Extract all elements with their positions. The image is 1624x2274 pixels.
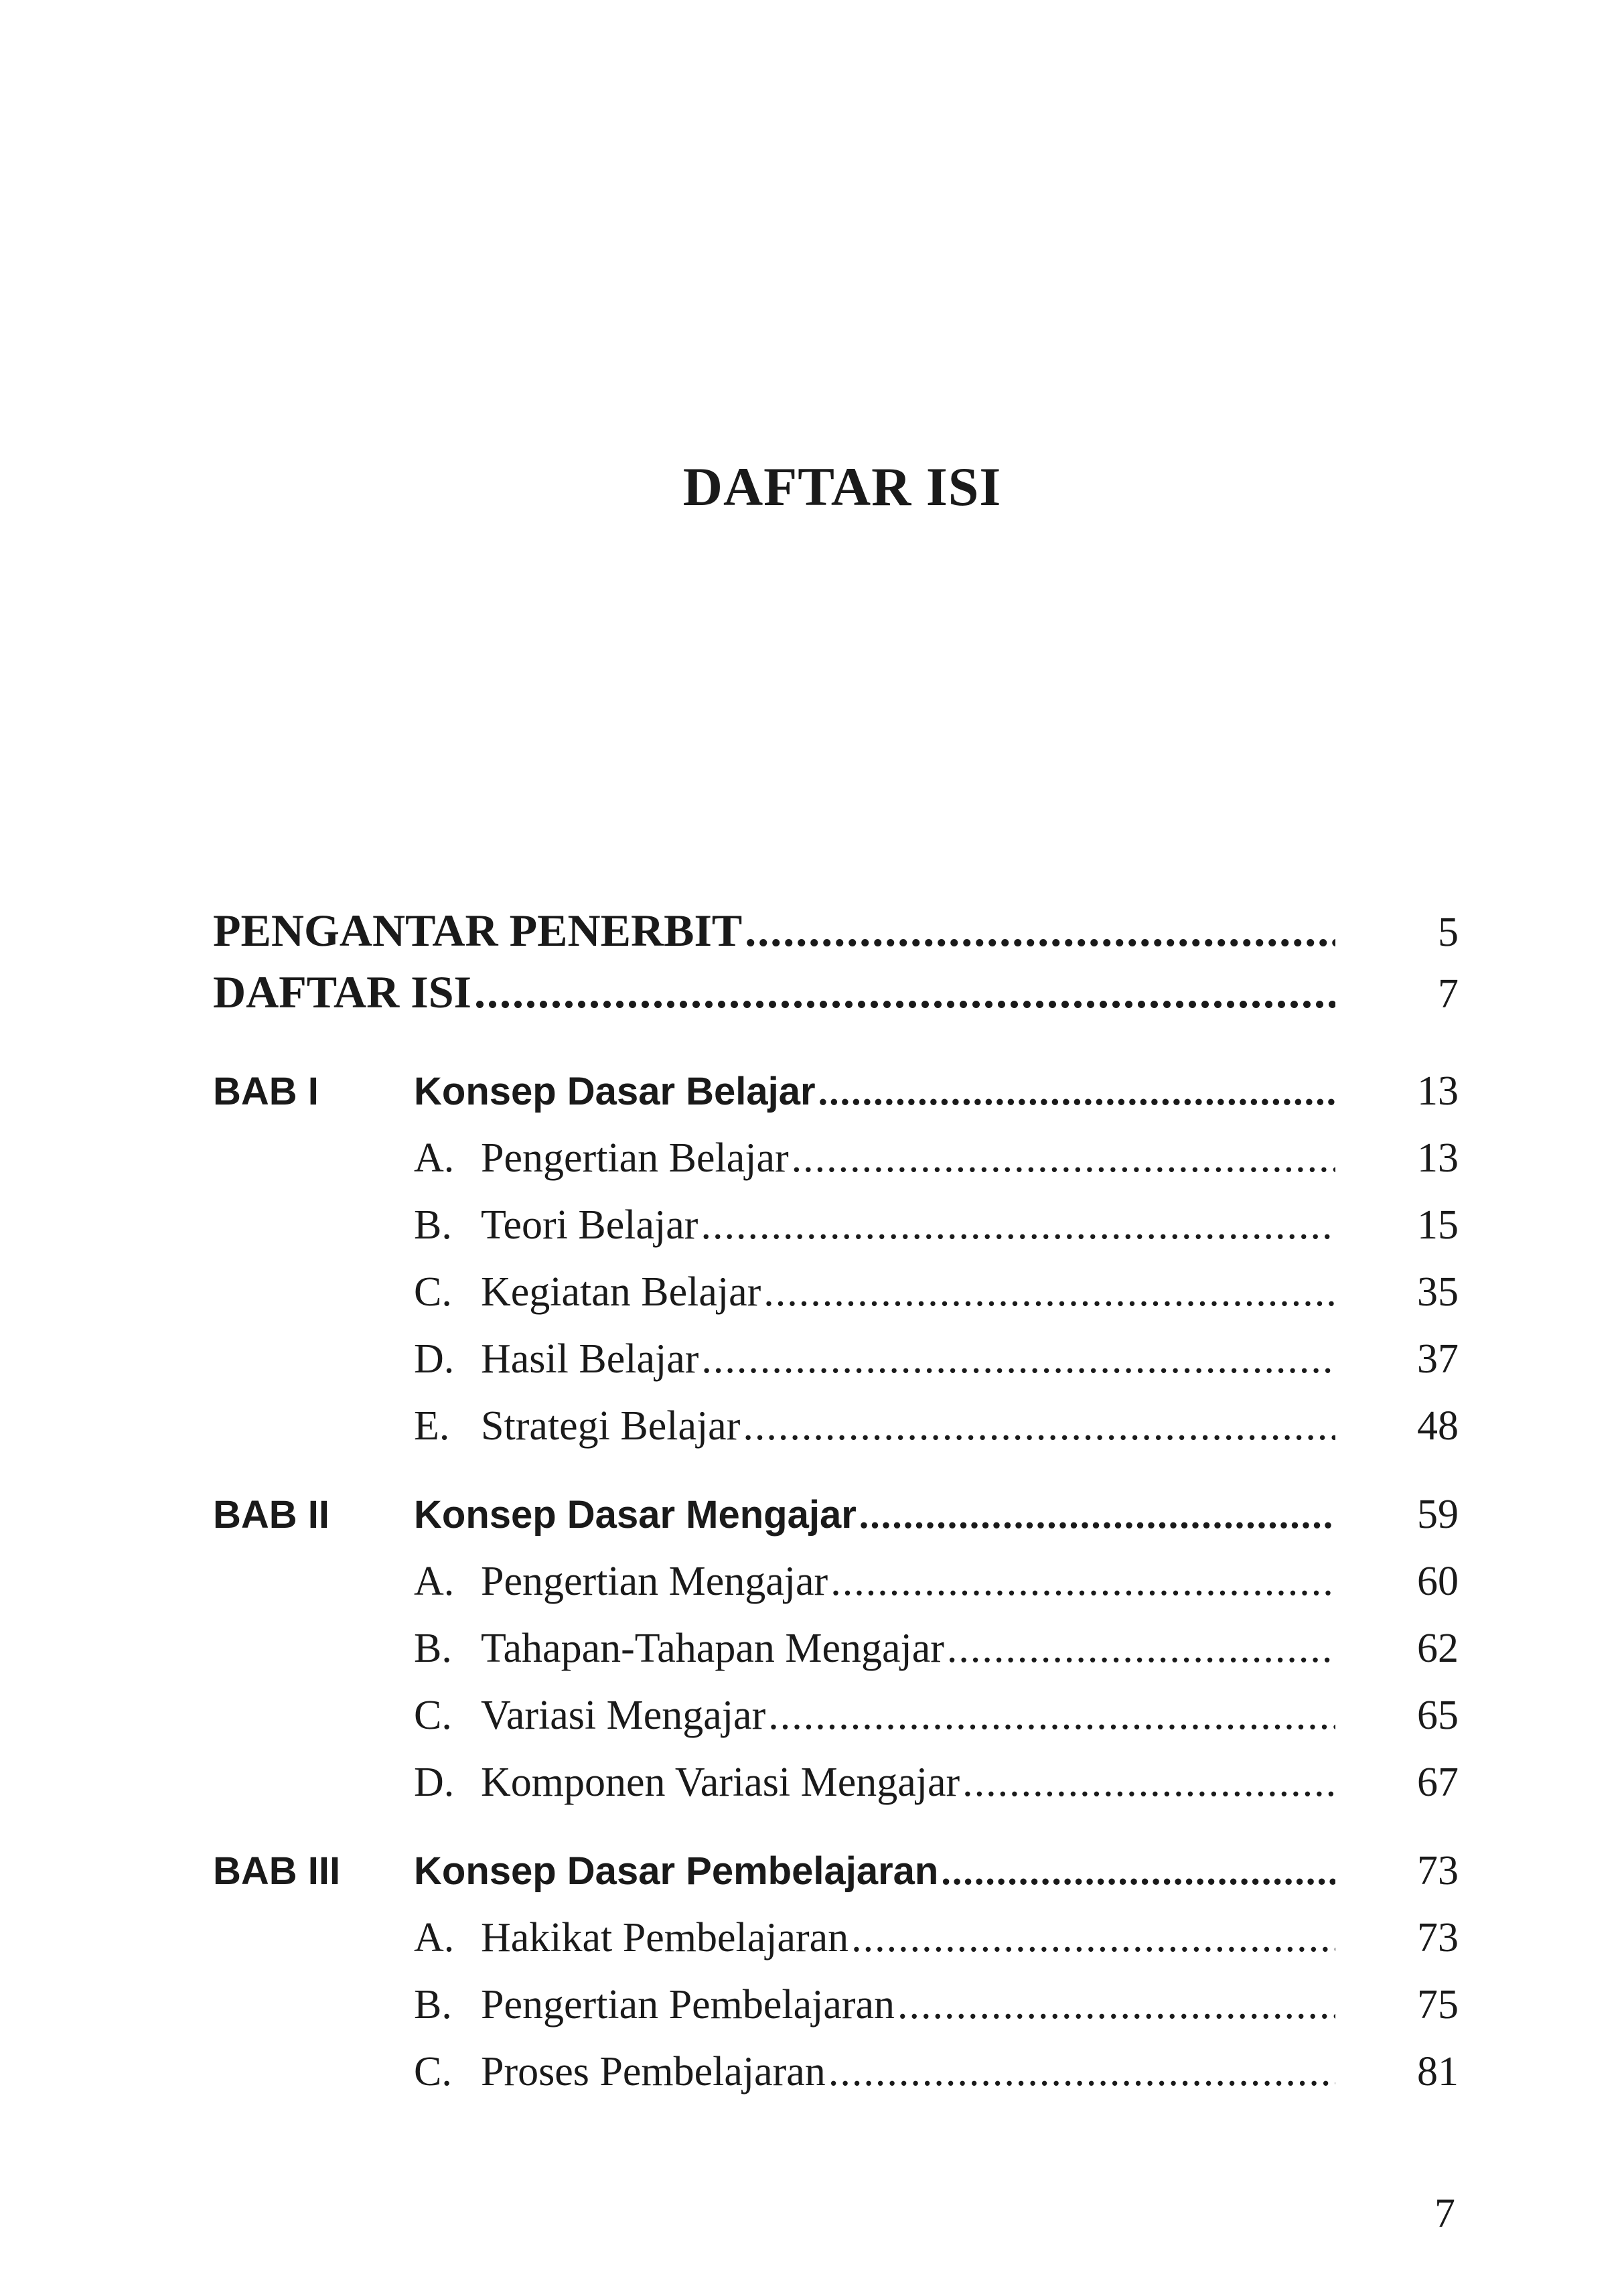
toc-page-number: 7 xyxy=(1438,971,1459,1017)
dot-leader xyxy=(818,1069,1335,1114)
toc-section-entry[interactable] xyxy=(213,1202,1459,1269)
toc-entry-label: DAFTAR ISI xyxy=(213,967,472,1017)
dot-leader xyxy=(851,1914,1335,1962)
dot-leader xyxy=(768,1692,1335,1739)
toc-entry-label: PENGANTAR PENERBIT xyxy=(213,905,743,956)
toc-section-entry[interactable] xyxy=(213,1759,1459,1826)
toc-entry-front-matter[interactable] xyxy=(213,904,1459,966)
toc-section-entry[interactable] xyxy=(213,1403,1459,1470)
toc-section-entry[interactable] xyxy=(213,2048,1459,2115)
toc-page-number: 35 xyxy=(1417,1269,1459,1315)
section-title: Tahapan-Tahapan Mengajar xyxy=(481,1626,944,1671)
dot-leader xyxy=(859,1492,1335,1537)
section-letter: B. xyxy=(414,1982,452,2028)
chapter-title: Konsep Dasar Mengajar xyxy=(414,1493,857,1537)
section-title: Proses Pembelajaran xyxy=(481,2049,826,2094)
chapter-title: Konsep Dasar Pembelajaran xyxy=(414,1849,939,1893)
section-letter: C. xyxy=(414,1269,452,1315)
toc-chapter-entry[interactable] xyxy=(213,1847,1459,1914)
table-of-contents xyxy=(213,904,1459,2115)
dot-leader xyxy=(743,1403,1335,1450)
section-letter: A. xyxy=(414,1559,455,1604)
toc-page-number: 60 xyxy=(1417,1559,1459,1604)
toc-page-number: 15 xyxy=(1417,1202,1459,1248)
dot-leader xyxy=(763,1269,1335,1316)
section-title: Variasi Mengajar xyxy=(481,1693,766,1738)
dot-leader xyxy=(700,1202,1335,1249)
page-title: DAFTAR ISI xyxy=(682,456,1002,517)
toc-page-number: 75 xyxy=(1417,1982,1459,2028)
section-letter: A. xyxy=(414,1135,455,1181)
toc-chapter-entry[interactable] xyxy=(213,1491,1459,1558)
dot-leader xyxy=(897,1981,1335,2029)
section-letter: C. xyxy=(414,1693,452,1738)
toc-page-number: 65 xyxy=(1417,1693,1459,1738)
toc-page-number: 37 xyxy=(1417,1336,1459,1382)
section-letter: B. xyxy=(414,1626,452,1671)
toc-page-number: 81 xyxy=(1417,2049,1459,2094)
toc-section-entry[interactable] xyxy=(213,1135,1459,1202)
chapter-number: BAB II xyxy=(213,1493,329,1537)
section-title: Pengertian Mengajar xyxy=(481,1559,828,1604)
toc-section-entry[interactable] xyxy=(213,1625,1459,1692)
toc-page-number: 67 xyxy=(1417,1760,1459,1805)
section-letter: D. xyxy=(414,1336,455,1382)
section-letter: A. xyxy=(414,1915,455,1961)
dot-leader xyxy=(962,1759,1335,1806)
dot-leader xyxy=(941,1849,1335,1894)
toc-page-number: 5 xyxy=(1438,910,1459,955)
section-letter: B. xyxy=(414,1202,452,1248)
chapter-title: Konsep Dasar Belajar xyxy=(414,1070,816,1113)
toc-page-number: 62 xyxy=(1417,1626,1459,1671)
section-title: Kegiatan Belajar xyxy=(481,1269,761,1315)
toc-entry-front-matter[interactable] xyxy=(213,966,1459,1027)
dot-leader xyxy=(828,2048,1335,2096)
dot-leader xyxy=(792,1135,1335,1182)
section-letter: C. xyxy=(414,2049,452,2094)
toc-page-number: 48 xyxy=(1417,1403,1459,1449)
dot-leader xyxy=(947,1625,1335,1673)
dot-leader xyxy=(745,904,1335,957)
page-number: 7 xyxy=(1434,2191,1455,2236)
toc-section-entry[interactable] xyxy=(213,1692,1459,1759)
section-title: Pengertian Pembelajaran xyxy=(481,1982,895,2028)
section-letter: E. xyxy=(414,1403,450,1449)
toc-section-entry[interactable] xyxy=(213,1558,1459,1625)
section-letter: D. xyxy=(414,1760,455,1805)
toc-page-number: 13 xyxy=(1417,1135,1459,1181)
toc-page-number: 59 xyxy=(1417,1492,1459,1537)
toc-section-entry[interactable] xyxy=(213,1914,1459,1981)
dot-leader xyxy=(474,966,1335,1019)
dot-leader xyxy=(830,1558,1335,1606)
section-title: Pengertian Belajar xyxy=(481,1135,789,1181)
chapter-number: BAB III xyxy=(213,1849,341,1893)
section-title: Teori Belajar xyxy=(481,1202,698,1248)
section-title: Hasil Belajar xyxy=(481,1336,699,1382)
section-title: Hakikat Pembelajaran xyxy=(481,1915,849,1961)
chapter-number: BAB I xyxy=(213,1070,319,1113)
dot-leader xyxy=(701,1336,1335,1383)
toc-page-number: 13 xyxy=(1417,1068,1459,1114)
toc-page-number: 73 xyxy=(1417,1848,1459,1894)
toc-section-entry[interactable] xyxy=(213,1336,1459,1403)
toc-section-entry[interactable] xyxy=(213,1981,1459,2048)
section-title: Strategi Belajar xyxy=(481,1403,741,1449)
toc-page-number: 73 xyxy=(1417,1915,1459,1961)
toc-chapter-entry[interactable] xyxy=(213,1068,1459,1135)
toc-section-entry[interactable] xyxy=(213,1269,1459,1336)
section-title: Komponen Variasi Mengajar xyxy=(481,1760,960,1805)
